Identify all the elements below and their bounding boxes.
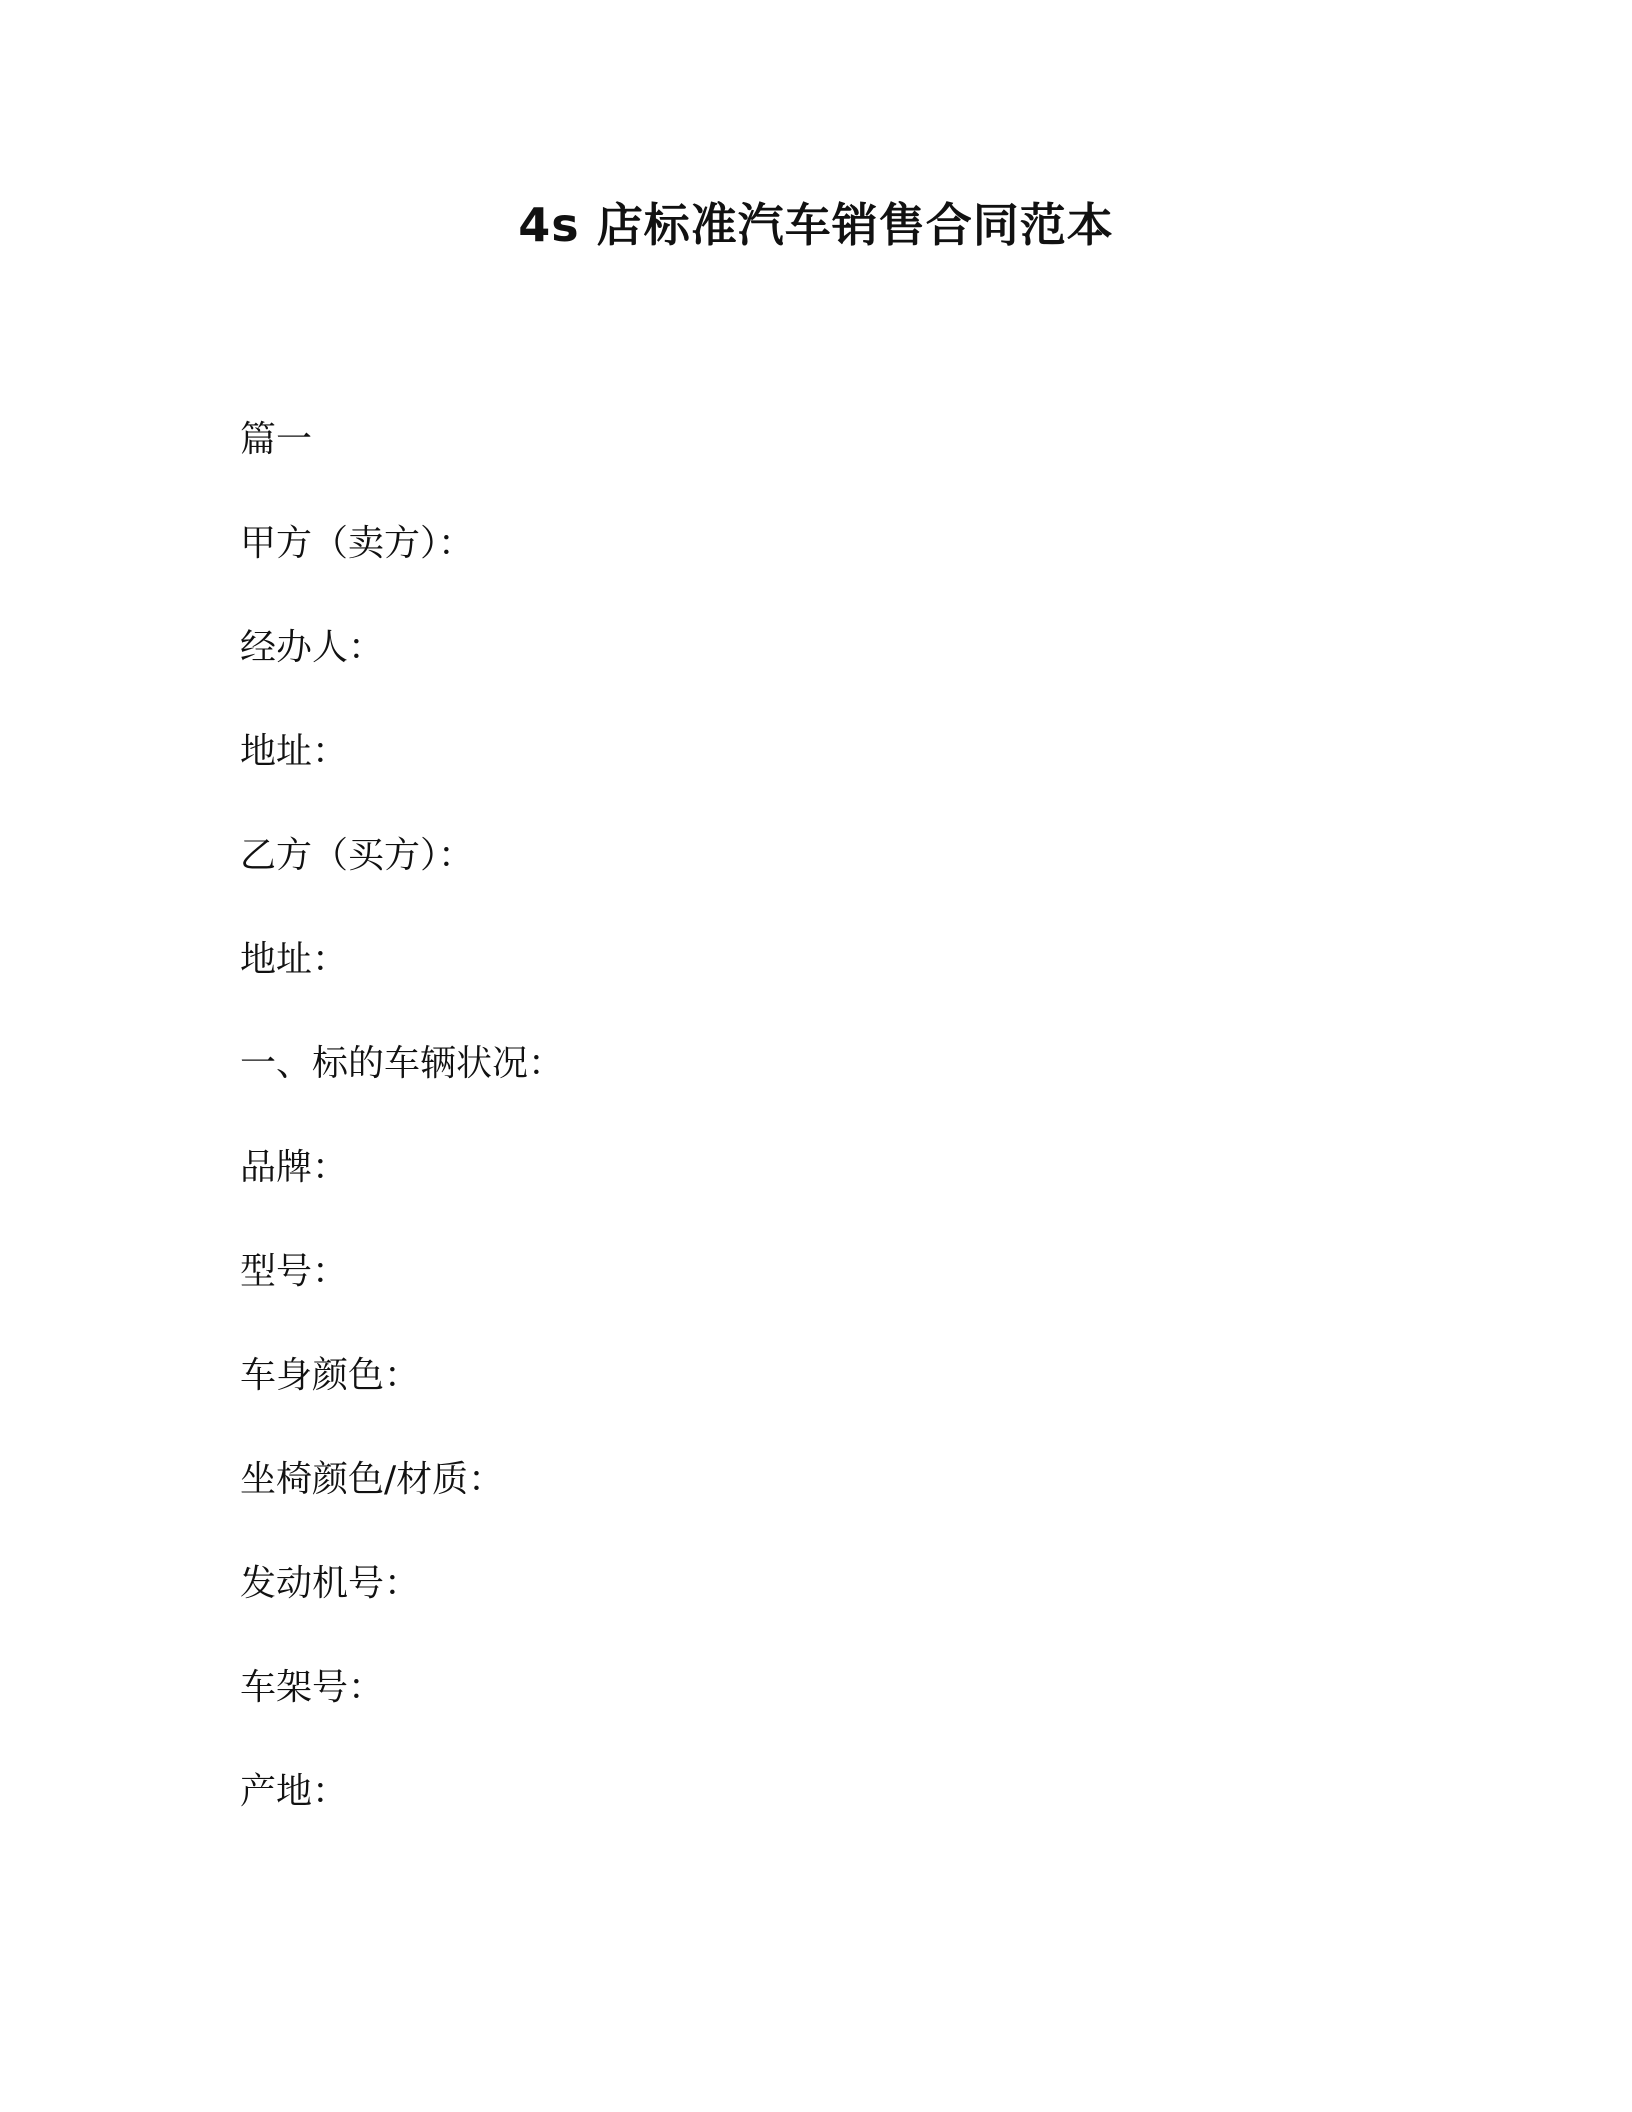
document-body bbox=[240, 414, 1390, 1870]
body-color-field-label: 车身颜色： bbox=[240, 1355, 421, 1396]
document-title: 4s 店标准汽车销售合同范本 bbox=[518, 198, 1114, 252]
buyer-address-label: 地址： bbox=[240, 939, 349, 980]
seller-address-label: 地址： bbox=[240, 731, 349, 772]
model-field-label: 型号： bbox=[240, 1251, 349, 1292]
agent-field-label: 经办人： bbox=[240, 627, 385, 668]
brand-field-label: 品牌： bbox=[240, 1147, 349, 1188]
vehicle-status-heading: 一、标的车辆状况： bbox=[240, 1043, 565, 1084]
seller-field-label: 甲方（卖方）： bbox=[240, 523, 475, 564]
buyer-field-label: 乙方（买方）： bbox=[240, 835, 475, 876]
frame-number-field-label: 车架号： bbox=[240, 1667, 385, 1708]
seat-color-material-field-label: 坐椅颜色/材质： bbox=[240, 1459, 505, 1500]
engine-number-field-label: 发动机号： bbox=[240, 1563, 421, 1604]
origin-field-label: 产地： bbox=[240, 1771, 349, 1812]
section-heading: 篇一 bbox=[240, 419, 313, 460]
